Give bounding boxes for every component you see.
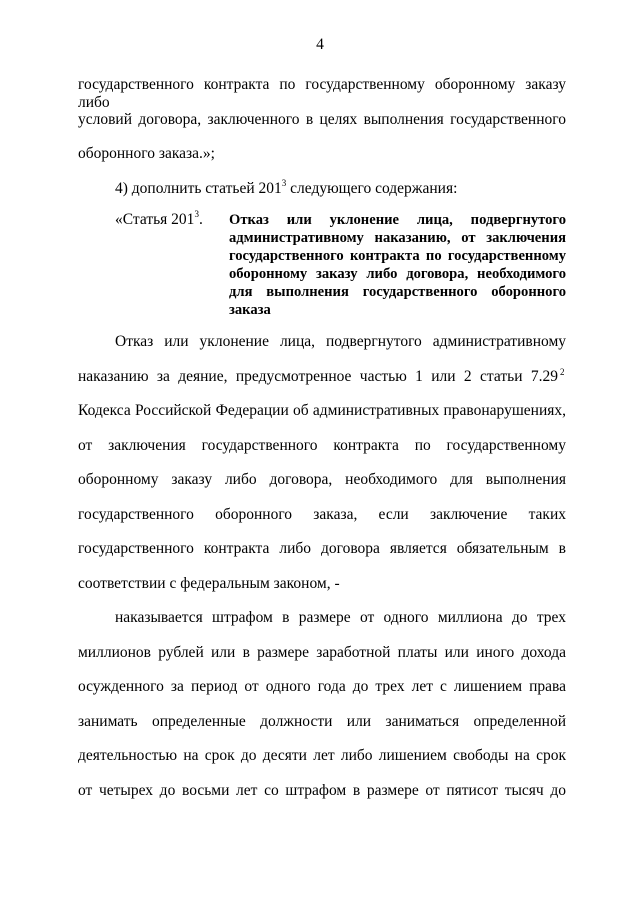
item-4-superscript: 3 [281,178,287,188]
paragraph-line: оборонному заказу либо договора, необходимого для выполнения [78,471,566,488]
paragraph-line: государственного оборонного заказа, если заключение таких [78,506,566,523]
item-4-line [115,180,566,198]
paragraph-line: наказывается штрафом в размере от одного миллиона до трех [115,609,566,626]
article-label-superscript: 3 [194,209,199,219]
paragraph-line: миллионов рублей или в размере заработной платы или иного дохода [78,644,566,661]
article-label [115,211,203,229]
paragraph-line: деятельностью на срок до десяти лет либо лишением свободы на срок [78,747,566,764]
text-line: условий договора, заключенного в целях выполнения государственного [78,111,566,128]
paragraph-line: Кодекса Российской Федерации об административных правонарушениях, [78,402,566,419]
item-4-text: 4) дополнить статьей 201 [115,180,282,197]
paragraph-line: государственного контракта либо договора является обязательным в [78,540,566,557]
paragraph-line: наказанию за деяние, предусмотренное частью 1 или 2 статьи 7.29 [78,368,558,385]
paragraph-line: соответствии с федеральным законом, - [78,575,340,592]
article-title: Отказ или уклонение лица, подвергнутого административному наказанию, от заключения государственного контракта по государственному оборонному заказу либо договора, необходимого для выполнения государственного оборонного заказа [229,212,566,318]
page-number: 4 [316,36,324,53]
text-line: государственного контракта по государственному оборонному заказу либо [78,76,566,111]
paragraph-line: Отказ или уклонение лица, подвергнутого административному [115,333,566,350]
article-label-end: . [198,211,203,228]
item-4-text-end: следующего содержания: [286,180,458,197]
text-line: оборонного заказа.»; [78,145,215,162]
article-label-text: «Статья 201 [115,211,195,228]
paragraph-line: занимать определенные должности или заниматься определенной [78,713,566,730]
paragraph-line: от заключения государственного контракта по государственному [78,437,566,454]
paragraph-line: осужденного за период от одного года до трех лет с лишением права [78,678,566,695]
paragraph-line: от четырех до восьми лет со штрафом в размере от пятисот тысяч до [78,782,566,799]
